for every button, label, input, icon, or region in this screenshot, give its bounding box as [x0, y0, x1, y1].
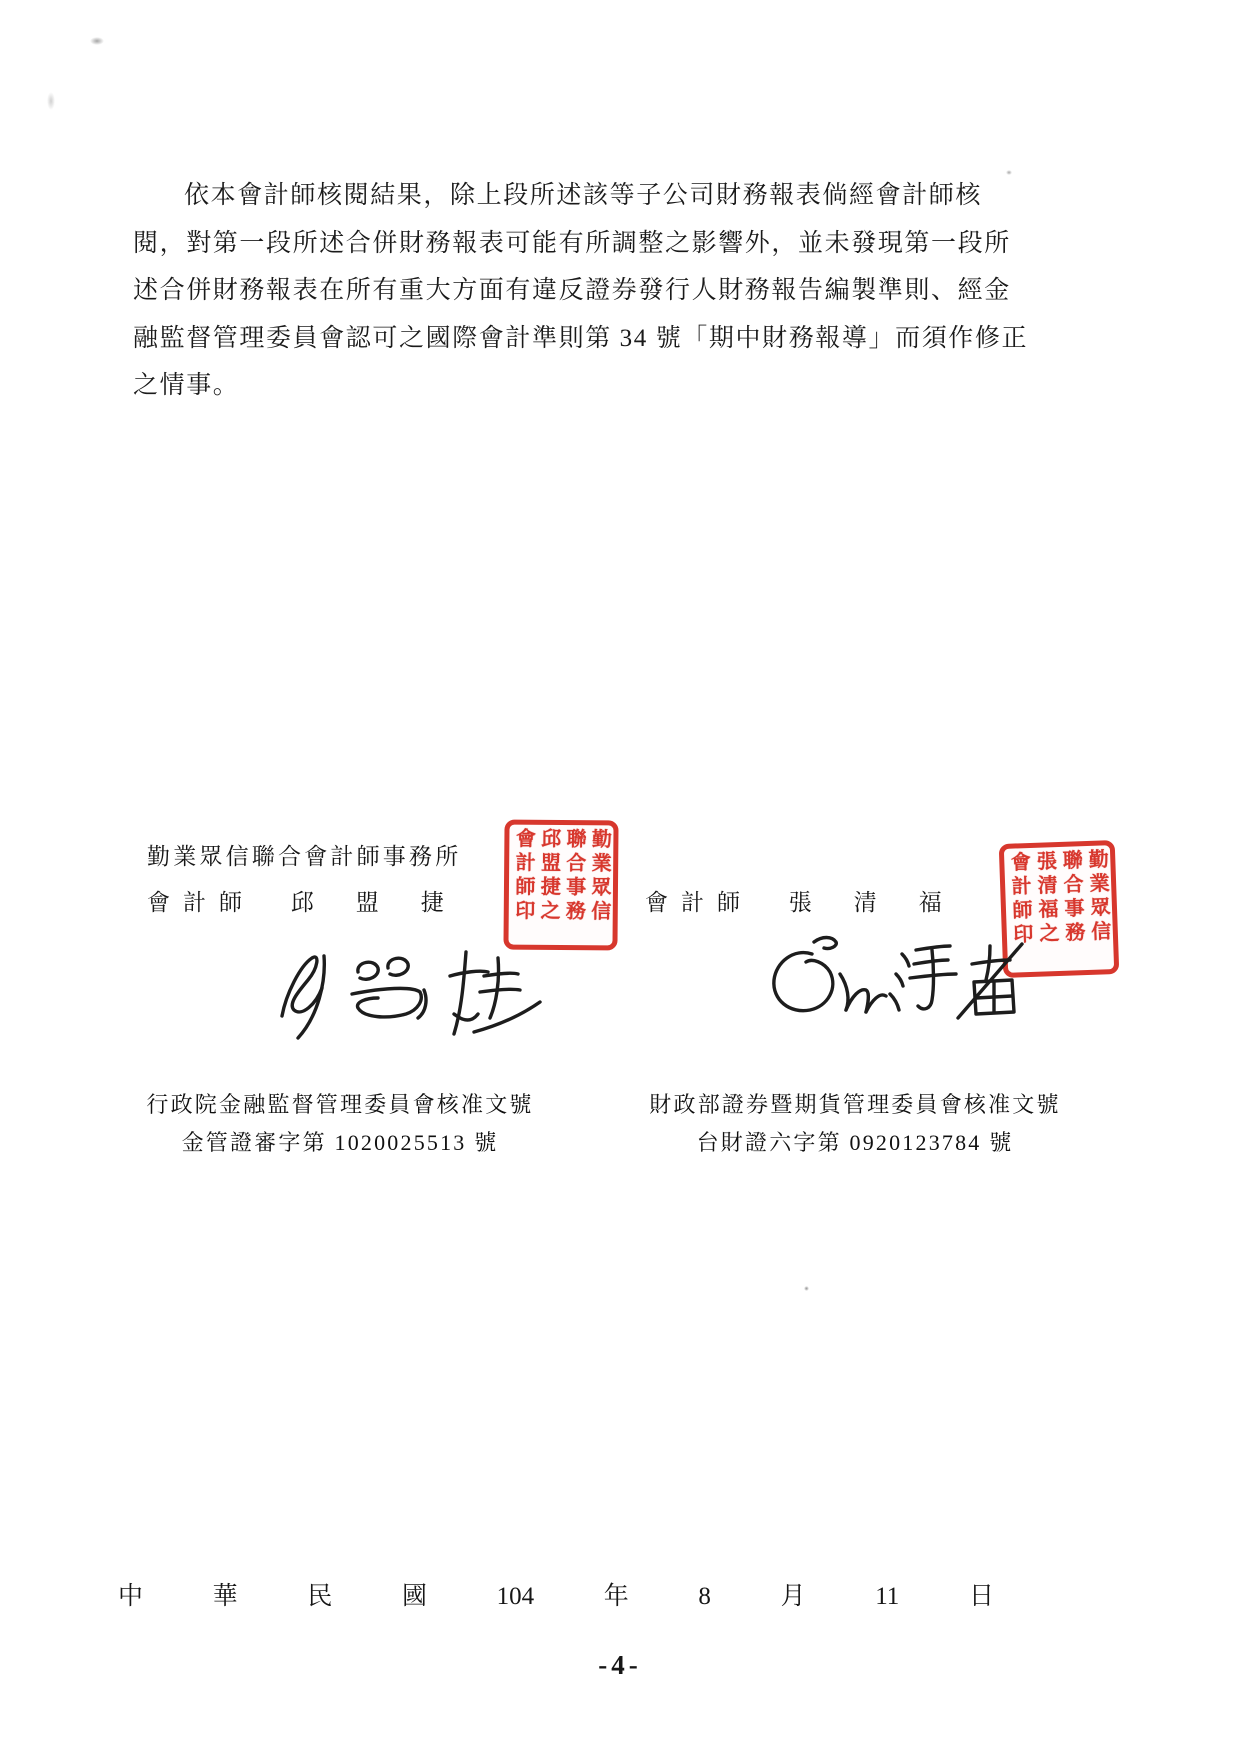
accountant-name-qiu: 邱盟捷: [290, 890, 486, 915]
review-conclusion-paragraph: [133, 172, 1029, 410]
page-number: -4-: [598, 1650, 642, 1680]
seal-column: 邱盟捷之: [536, 827, 560, 924]
paragraph-line: 依本會計師核閱結果，除上段所述該等子公司財務報表倘經會計師核: [184, 182, 983, 209]
date-part: 華: [212, 1583, 238, 1610]
seal-column: 勤業眾信: [587, 828, 611, 925]
accountant-title: 會計師: [645, 890, 753, 915]
seal-column: 聯合事務: [562, 828, 586, 925]
accountant-name-zhang: 張清福: [788, 890, 984, 915]
date-part: 中: [118, 1583, 144, 1610]
approval-number: 台財證六字第 0920123784 號: [696, 1130, 1014, 1155]
seal-column: 會計師印: [511, 827, 535, 924]
date-year: 104: [496, 1583, 535, 1610]
paragraph-line: 之情事。: [133, 372, 240, 399]
paragraph-line: 述合併財務報表在所有重大方面有違反證券發行人財務報告編製準則、經金: [133, 277, 1011, 304]
seal-column: 張清福之: [1032, 850, 1059, 947]
accountant-left-row: [147, 884, 486, 917]
scan-speck: [90, 37, 104, 45]
date-day: 11: [875, 1583, 900, 1610]
paragraph-line: 閱，對第一段所述合併財務報表可能有所調整之影響外，並未發現第一段所: [133, 229, 1011, 257]
date-part: 國: [401, 1583, 427, 1610]
seal-column: 會計師印: [1006, 851, 1033, 948]
accounting-firm-name: 勤業眾信聯合會計師事務所: [147, 844, 462, 869]
roc-date-line: [118, 1576, 994, 1612]
handwritten-signature-zhang: [760, 928, 1040, 1020]
accountant-title: 會計師: [147, 890, 255, 915]
approval-fsc: [130, 1086, 550, 1162]
date-part: 年: [603, 1583, 629, 1610]
approval-number: 金管證審字第 1020025513 號: [181, 1130, 499, 1155]
date-part: 民: [307, 1583, 333, 1610]
approval-authority: 行政院金融監督管理委員會核准文號: [146, 1092, 534, 1117]
seal-column: 勤業眾信: [1084, 848, 1111, 946]
handwritten-signature-qiu: [252, 942, 552, 1042]
red-seal-qiu: [503, 820, 618, 951]
date-month: 8: [698, 1583, 711, 1610]
approval-mof: [625, 1086, 1085, 1162]
seal-column: 聯合事務: [1058, 849, 1085, 946]
accountant-right-row: [645, 884, 984, 917]
paragraph-line: 融監督管理委員會認可之國際會計準則第 34 號「期中財務報導」而須作修正: [133, 324, 1029, 352]
scan-speck: [47, 92, 55, 110]
date-part: 月: [780, 1583, 806, 1610]
date-part: 日: [968, 1583, 994, 1610]
scan-speck: [804, 1286, 809, 1291]
approval-authority: 財政部證券暨期貨管理委員會核准文號: [649, 1092, 1061, 1117]
